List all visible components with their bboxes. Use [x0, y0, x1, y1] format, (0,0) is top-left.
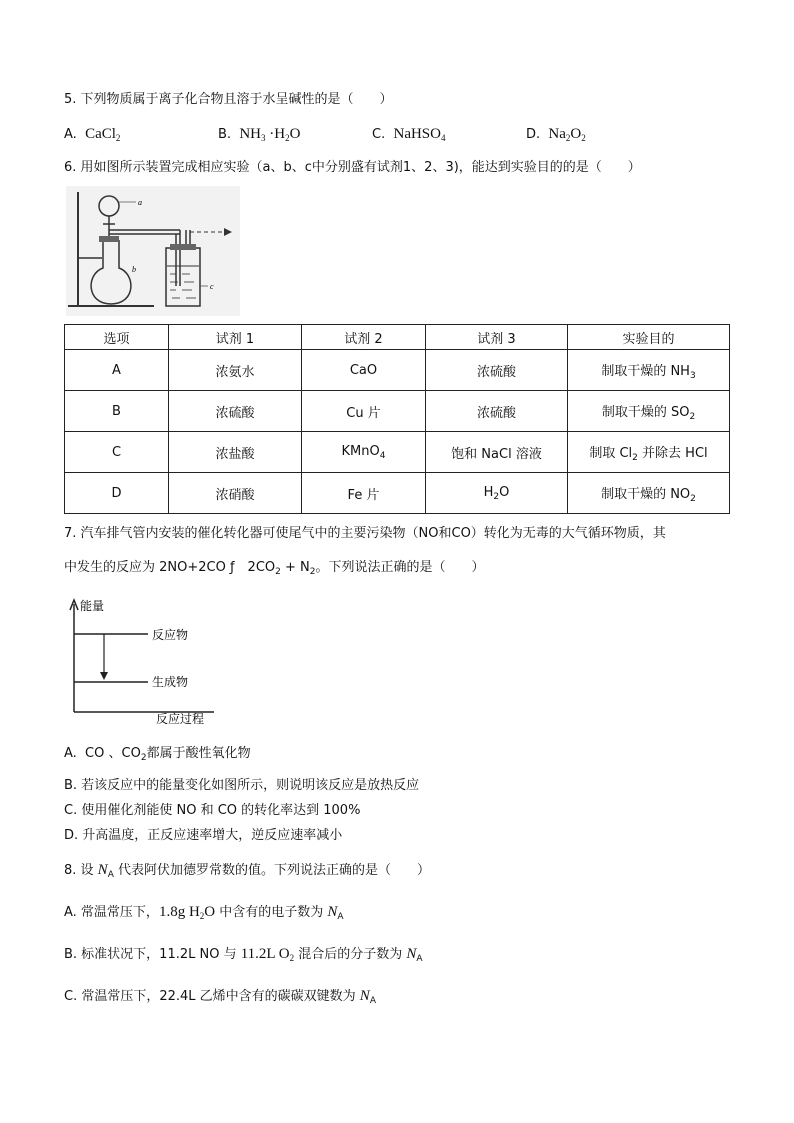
table-cell: KMnO$_4$ [302, 432, 426, 473]
reactant-label: 反应物 [152, 628, 189, 642]
product-label: 生成物 [152, 675, 189, 689]
table-header-row [65, 325, 730, 350]
table-cell: $H_2O$ [426, 473, 568, 514]
table-row [65, 432, 730, 473]
q7-stem-line2: 中发生的反应为 2NO+2CO ƒ $2CO_2 + N_2$。下列说法正确的是（ ） [64, 560, 485, 577]
q5-option-c-formula: NaHSO$_4$ [393, 126, 446, 143]
table-cell: 制取干燥的 $NH_3$ [568, 350, 730, 391]
table-cell: 饱和 NaCl 溶液 [426, 432, 568, 473]
energy-diagram [64, 596, 224, 724]
table-row [65, 350, 730, 391]
q5-stem: 5. 下列物质属于离子化合物且溶于水呈碱性的是（ ） [64, 92, 393, 107]
q5-option-d: D. $Na_2O_2$ [526, 126, 586, 143]
q8-stem: 8. 设 $N_A$ 代表阿伏加德罗常数的值。下列说法正确的是（ ） [64, 862, 430, 880]
table-header-cell: 实验目的 [568, 325, 730, 350]
table-cell: 浓盐酸 [169, 432, 302, 473]
table-header-cell: 试剂 2 [302, 325, 426, 350]
q5-option-c: C. NaHSO$_4$ [372, 126, 446, 143]
q5-option-d-formula: $Na_2O_2$ [548, 126, 586, 143]
table-cell: 浓硫酸 [426, 391, 568, 432]
table-cell: B [65, 391, 169, 432]
apparatus-label-b: b [132, 265, 136, 274]
q6-stem: 6. 用如图所示装置完成相应实验（a、b、c中分别盛有试剂1、2、3)，能达到实验目的的是（ ） [64, 160, 641, 175]
table-cell: C [65, 432, 169, 473]
table-header-cell: 试剂 1 [169, 325, 302, 350]
table-cell: 浓氨水 [169, 350, 302, 391]
energy-axis-label: 能量 [80, 599, 105, 613]
q8-option-b: B. 标准状况下，11.2L NO 与 11.2L $O_2$ 混合后的分子数为 $N_A$ [64, 946, 423, 964]
q7-option-d: D. 升高温度，正反应速率增大，逆反应速率减小 [64, 828, 343, 843]
table-cell: 制取干燥的 $NO_2$ [568, 473, 730, 514]
q8-option-c: C. 常温常压下，22.4L 乙烯中含有的碳碳双键数为 $N_A$ [64, 988, 376, 1006]
table-cell: 浓硝酸 [169, 473, 302, 514]
q5-option-b-formula: $NH_3 \cdot H_2O$ [239, 126, 301, 143]
q8-option-a: A. 常温常压下，1.8g $H_2O$ 中含有的电子数为 $N_A$ [64, 904, 344, 922]
table-cell: Cu 片 [302, 391, 426, 432]
q7-option-b: B. 若该反应中的能量变化如图所示，则说明该反应是放热反应 [64, 778, 420, 793]
table-cell: Fe 片 [302, 473, 426, 514]
table-cell: A [65, 350, 169, 391]
reaction-process-axis-label: 反应过程 [156, 712, 205, 724]
table-header-cell: 选项 [65, 325, 169, 350]
q7-option-a: A. CO 、$CO_2$都属于酸性氧化物 [64, 746, 251, 763]
table-cell: 浓硫酸 [426, 350, 568, 391]
table-row [65, 473, 730, 514]
apparatus-label-a: a [138, 198, 142, 207]
q7-option-c: C. 使用催化剂能使 NO 和 CO 的转化率达到 100% [64, 803, 361, 818]
q5-option-a: A. CaCl$_2$ [64, 126, 121, 143]
table-cell: D [65, 473, 169, 514]
gas-generation-apparatus-diagram [66, 186, 240, 316]
q5-option-b: B. $NH_3 \cdot H_2O$ [218, 126, 301, 143]
q7-stem-line1: 7. 汽车排气管内安装的催化转化器可使尾气中的主要污染物（NO和CO）转化为无毒的大气循环物质，其 [64, 526, 666, 541]
table-header-cell: 试剂 3 [426, 325, 568, 350]
table-cell: 制取 $Cl_2$ 并除去 HCl [568, 432, 730, 473]
reagent-table [64, 324, 730, 514]
table-cell: 制取干燥的 $SO_2$ [568, 391, 730, 432]
q5-option-a-formula: CaCl$_2$ [85, 126, 121, 143]
table-cell: CaO [302, 350, 426, 391]
table-row [65, 391, 730, 432]
apparatus-label-c: c [210, 282, 214, 291]
table-cell: 浓硫酸 [169, 391, 302, 432]
